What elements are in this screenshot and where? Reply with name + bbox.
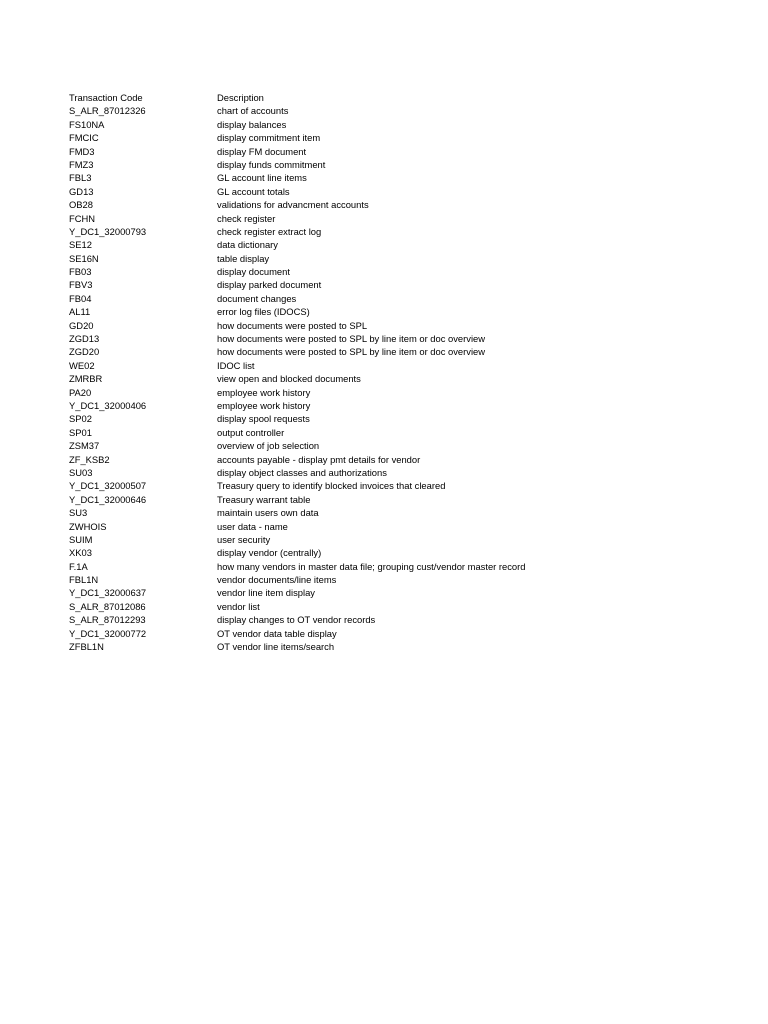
description-cell: Treasury warrant table (217, 493, 311, 505)
transaction-code-cell: Y_DC1_32000793 (69, 225, 147, 237)
transaction-code-cell: SE12 (69, 239, 92, 251)
transaction-code-cell: GD20 (69, 319, 94, 331)
transaction-code-cell: FB04 (69, 292, 92, 304)
table-row (69, 238, 669, 251)
transaction-code-cell: SP01 (69, 426, 92, 438)
transaction-code-cell: GD13 (69, 185, 94, 197)
transaction-code-cell: ZGD13 (69, 333, 100, 345)
table-row (69, 640, 669, 653)
description-cell: display FM document (217, 145, 307, 157)
description-cell: check register (217, 212, 276, 224)
description-cell: output controller (217, 426, 285, 438)
description-cell: GL account line items (217, 172, 307, 184)
transaction-code-cell: ZSM37 (69, 440, 100, 452)
description-cell: display document (217, 266, 290, 278)
table-row (69, 506, 669, 519)
transaction-code-cell: S_ALR_87012086 (69, 600, 146, 612)
table-row (69, 359, 669, 372)
description-cell: IDOC list (217, 359, 255, 371)
table-row (69, 560, 669, 573)
transaction-code-cell: ZWHOIS (69, 520, 107, 532)
table-row (69, 479, 669, 492)
transaction-code-cell: XK03 (69, 547, 92, 559)
column-header-transaction-code: Transaction Code (69, 92, 143, 103)
description-cell: Treasury query to identify blocked invoices that cleared (217, 480, 446, 492)
transaction-code-cell: Y_DC1_32000772 (69, 627, 147, 639)
transaction-code-cell: AL11 (69, 306, 91, 318)
table-row (69, 533, 669, 546)
table-row (69, 493, 669, 506)
table-row (69, 386, 669, 399)
description-cell: display spool requests (217, 413, 310, 425)
transaction-code-cell: ZGD20 (69, 346, 100, 358)
table-row (69, 332, 669, 345)
transaction-code-cell: FBL3 (69, 172, 92, 184)
transaction-code-cell: SU03 (69, 466, 93, 478)
table-row (69, 345, 669, 358)
transaction-code-cell: SP02 (69, 413, 92, 425)
table-row (69, 372, 669, 385)
table-row (69, 613, 669, 626)
table-row (69, 104, 669, 117)
description-cell: display funds commitment (217, 158, 326, 170)
description-cell: user security (217, 533, 271, 545)
table-row (69, 158, 669, 171)
table-row (69, 412, 669, 425)
transaction-code-cell: FMZ3 (69, 158, 94, 170)
table-row (69, 252, 669, 265)
description-cell: view open and blocked documents (217, 373, 361, 385)
transaction-code-cell: S_ALR_87012293 (69, 614, 146, 626)
description-cell: display commitment item (217, 132, 321, 144)
description-cell: GL account totals (217, 185, 290, 197)
description-cell: employee work history (217, 386, 311, 398)
table-row (69, 118, 669, 131)
transaction-code-cell: WE02 (69, 359, 95, 371)
transaction-code-cell: SE16N (69, 252, 99, 264)
transaction-code-cell: FMD3 (69, 145, 95, 157)
description-cell: display changes to OT vendor records (217, 614, 376, 626)
column-header-description: Description (217, 92, 264, 103)
description-cell: how documents were posted to SPL (217, 319, 368, 331)
transaction-code-cell: PA20 (69, 386, 92, 398)
description-cell: display balances (217, 118, 287, 130)
transaction-code-cell: FBV3 (69, 279, 93, 291)
transaction-code-cell: FMCIC (69, 132, 99, 144)
transaction-code-cell: FB03 (69, 266, 92, 278)
description-cell: maintain users own data (217, 507, 319, 519)
table-row (69, 212, 669, 225)
table-row (69, 520, 669, 533)
transaction-code-cell: S_ALR_87012326 (69, 105, 146, 117)
table-row (69, 185, 669, 198)
description-cell: vendor documents/line items (217, 574, 337, 586)
description-cell: overview of job selection (217, 440, 320, 452)
table-row (69, 265, 669, 278)
description-cell: user data - name (217, 520, 288, 532)
transaction-code-cell: OB28 (69, 199, 93, 211)
table-body (69, 104, 669, 653)
transaction-code-cell: Y_DC1_32000646 (69, 493, 147, 505)
table-row (69, 319, 669, 332)
transaction-code-cell: SU3 (69, 507, 88, 519)
transaction-code-cell: Y_DC1_32000406 (69, 399, 147, 411)
description-cell: vendor line item display (217, 587, 315, 599)
description-cell: chart of accounts (217, 105, 289, 117)
transaction-code-cell: Y_DC1_32000637 (69, 587, 147, 599)
table-row (69, 600, 669, 613)
transaction-code-cell: ZFBL1N (69, 641, 104, 653)
transaction-code-cell: FS10NA (69, 118, 105, 130)
description-cell: how documents were posted to SPL by line item or doc overview (217, 346, 486, 358)
table-row (69, 453, 669, 466)
transaction-code-table (69, 91, 669, 653)
table-row (69, 225, 669, 238)
transaction-code-cell: F.1A (69, 560, 88, 572)
description-cell: error log files (IDOCS) (217, 306, 310, 318)
table-row (69, 171, 669, 184)
table-row (69, 198, 669, 211)
description-cell: OT vendor data table display (217, 627, 337, 639)
transaction-code-cell: FCHN (69, 212, 96, 224)
transaction-code-cell: Y_DC1_32000507 (69, 480, 147, 492)
table-row (69, 292, 669, 305)
description-cell: vendor list (217, 600, 260, 612)
table-row (69, 627, 669, 640)
description-cell: accounts payable - display pmt details for vendor (217, 453, 421, 465)
table-row (69, 586, 669, 599)
table-row (69, 399, 669, 412)
table-row (69, 305, 669, 318)
description-cell: table display (217, 252, 270, 264)
description-cell: document changes (217, 292, 297, 304)
description-cell: employee work history (217, 399, 311, 411)
description-cell: validations for advancment accounts (217, 199, 369, 211)
table-row (69, 439, 669, 452)
description-cell: display parked document (217, 279, 322, 291)
table-row (69, 278, 669, 291)
description-cell: OT vendor line items/search (217, 641, 335, 653)
table-row (69, 466, 669, 479)
transaction-code-cell: ZF_KSB2 (69, 453, 110, 465)
description-cell: how many vendors in master data file; grouping cust/vendor master record (217, 560, 526, 572)
description-cell: how documents were posted to SPL by line item or doc overview (217, 333, 486, 345)
description-cell: display object classes and authorizations (217, 466, 387, 478)
table-header-row (69, 91, 669, 104)
transaction-code-cell: SUIM (69, 533, 93, 545)
description-cell: display vendor (centrally) (217, 547, 322, 559)
table-row (69, 426, 669, 439)
table-row (69, 131, 669, 144)
description-cell: data dictionary (217, 239, 278, 251)
table-row (69, 145, 669, 158)
table-row (69, 573, 669, 586)
transaction-code-cell: ZMRBR (69, 373, 103, 385)
table-row (69, 546, 669, 559)
transaction-code-cell: FBL1N (69, 574, 99, 586)
description-cell: check register extract log (217, 225, 322, 237)
